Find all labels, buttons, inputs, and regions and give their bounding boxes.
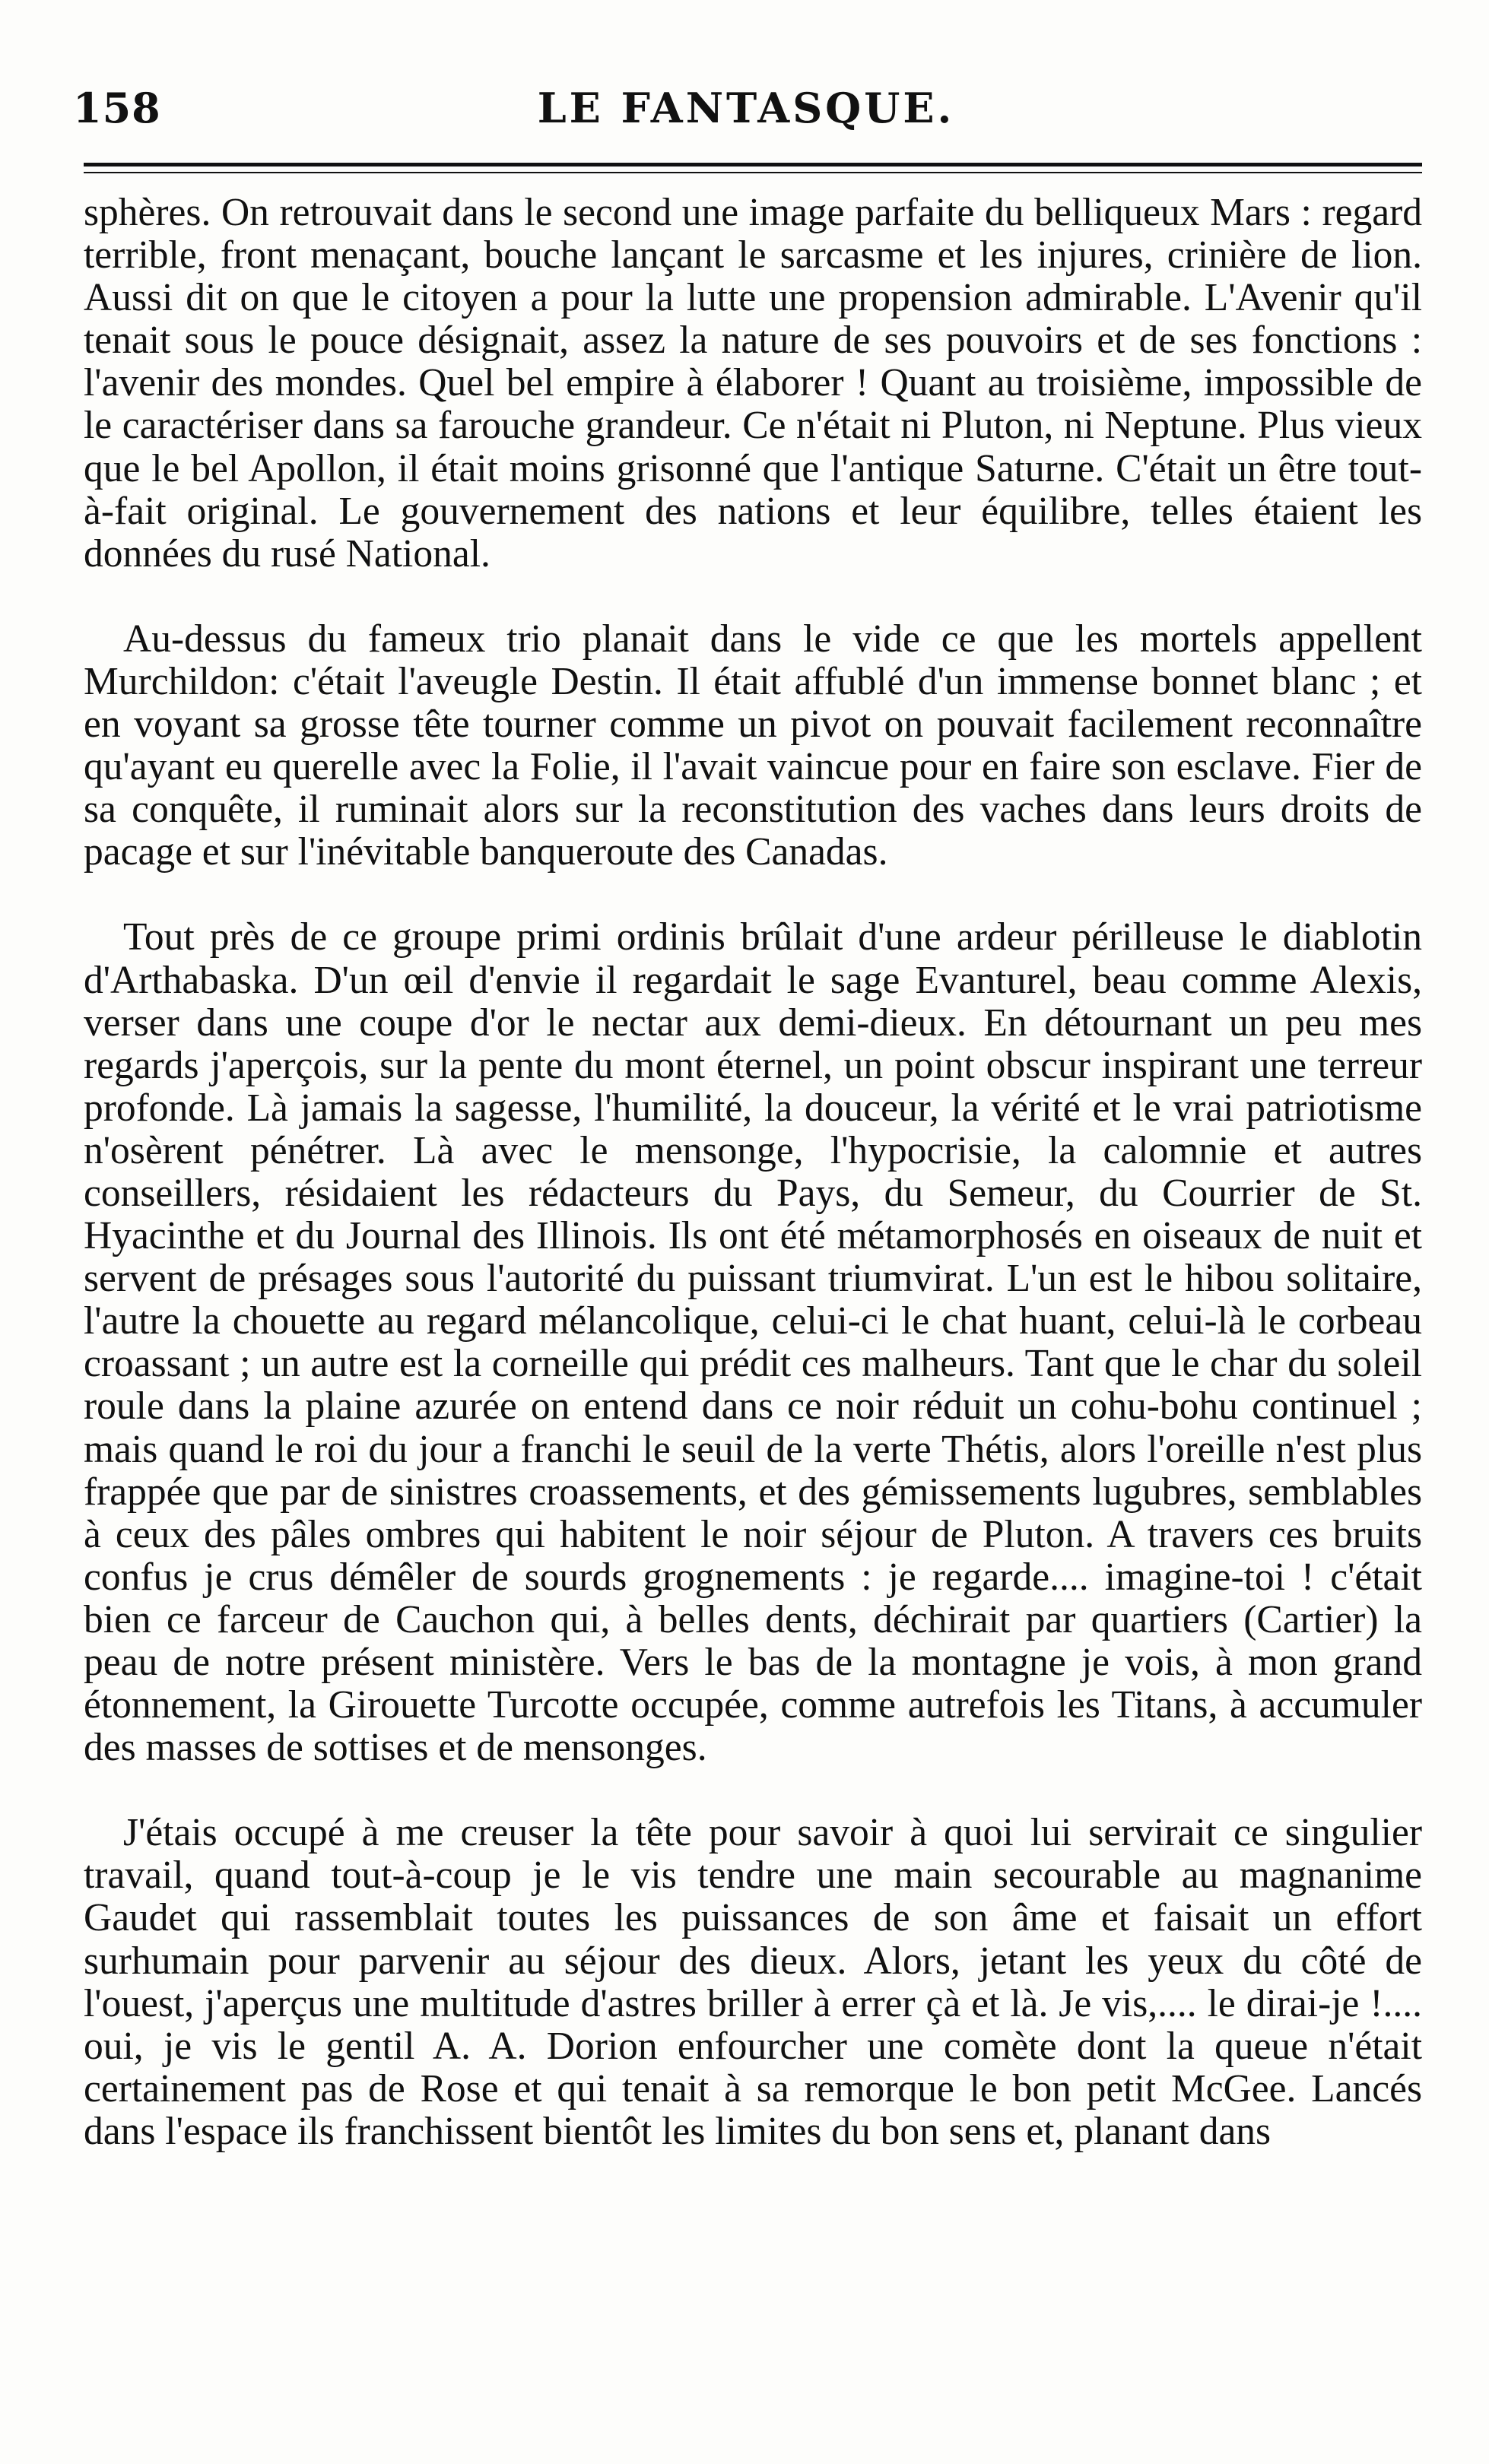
paragraph-3: Tout près de ce groupe primi ordinis brûlait d'une ardeur périlleuse le diablotin d'Arthabaska. D'un œil d'envie il regardait le sage Evanturel, beau comme Alexis, verser dans une coupe d'or le nectar aux demi-dieux. En détournant un peu mes regards j'aperçois, sur la pente du mont éternel, un point obscur inspirant une terreur profonde. Là jamais la sagesse, l'humilité, la douceur, la vérité et le vrai patriotisme n'osèrent pénétrer. Là avec le mensonge, l'hypocrisie, la calomnie et autres conseillers, résidaient les rédacteurs du Pays, du Semeur, du Courrier de St. Hyacinthe et du Journal des Illinois. Ils ont été métamorphosés en oiseaux de nuit et servent de présages sous l'autorité du puissant triumvirat. L'un est le hibou solitaire, l'autre la chouette au regard mélancolique, celui-ci le chat huant, celui-là le corbeau croassant ; un autre est la corneille qui prédit ces malheurs. Tant que le char du soleil roule dans la plaine azurée on entend dans ce noir réduit un cohu-bohu continuel ; mais quand le roi du jour a franchi le seuil de la verte Thétis, alors l'oreille n'est plus frappée que par de sinistres croassements, et des gémissements lugubres, semblables à ceux des pâles ombres qui habitent le noir séjour de Pluton. A travers ces bruits confus je crus démêler de sourds grognements : je regarde.... imagine-toi ! c'était bien ce farceur de Cauchon qui, à belles dents, déchirait par quartiers (Cartier) la peau de notre présent ministère. Vers le bas de la montagne je vois, à mon grand étonnement, la Girouette Turcotte occupée, comme autrefois les Titans, à accumuler des masses de sottises et de mensonges. bbox=[84, 915, 1422, 1770]
paragraph-2: Au-dessus du fameux trio planait dans le vide ce que les mortels appellent Murchildon: c'était l'aveugle Destin. Il était affublé d'un immense bonnet blanc ; et en voyant sa grosse tête tourner comme un pivot on pouvait facilement reconnaître qu'ayant eu querelle avec la Folie, il l'avait vaincue pour en faire son esclave. Fier de sa conquête, il ruminait alors sur la reconstitution des vaches dans leurs droits de pacage et sur l'inévitable banqueroute des Canadas. bbox=[84, 617, 1422, 874]
paragraph-1: sphères. On retrouvait dans le second une image parfaite du belliqueux Mars : regard terrible, front menaçant, bouche lançant le sarcasme et les injures, crinière de lion. Aussi dit on que le citoyen a pour la lutte une propension admirable. L'Avenir qu'il tenait sous le pouce désignait, assez la nature de ses pouvoirs et de ses fonctions : l'avenir des mondes. Quel bel empire à élaborer ! Quant au troisième, impossible de le caractériser dans sa farouche grandeur. Ce n'était ni Pluton, ni Neptune. Plus vieux que le bel Apollon, il était moins grisonné que l'antique Saturne. C'était un être tout-à-fait original. Le gouvernement des nations et leur équilibre, telles étaient les données du rusé National. bbox=[84, 191, 1422, 576]
header-rule-thin bbox=[84, 172, 1422, 173]
header-rule-thick bbox=[84, 163, 1422, 166]
page-number: 158 bbox=[73, 84, 161, 132]
paragraph-4: J'étais occupé à me creuser la tête pour savoir à quoi lui servirait ce singulier travail, quand tout-à-coup je le vis tendre une main secourable au magnanime Gaudet qui rassemblait toutes les puissances de son âme et faisait un effort surhumain pour parvenir au séjour des dieux. Alors, jetant les yeux du côté de l'ouest, j'aperçus une multitude d'astres briller à errer çà et là. Je vis,.... le dirai-je !.... oui, je vis le gentil A. A. Dorion enfourcher une comète dont la queue n'était certainement pas de Rose et qui tenait à sa remorque le bon petit McGee. Lancés dans l'espace ils franchissent bientôt les limites du bon sens et, planant dans bbox=[84, 1811, 1422, 2153]
page-header bbox=[73, 73, 1419, 141]
body-text bbox=[84, 192, 1422, 2153]
running-title: LE FANTASQUE. bbox=[537, 84, 955, 132]
